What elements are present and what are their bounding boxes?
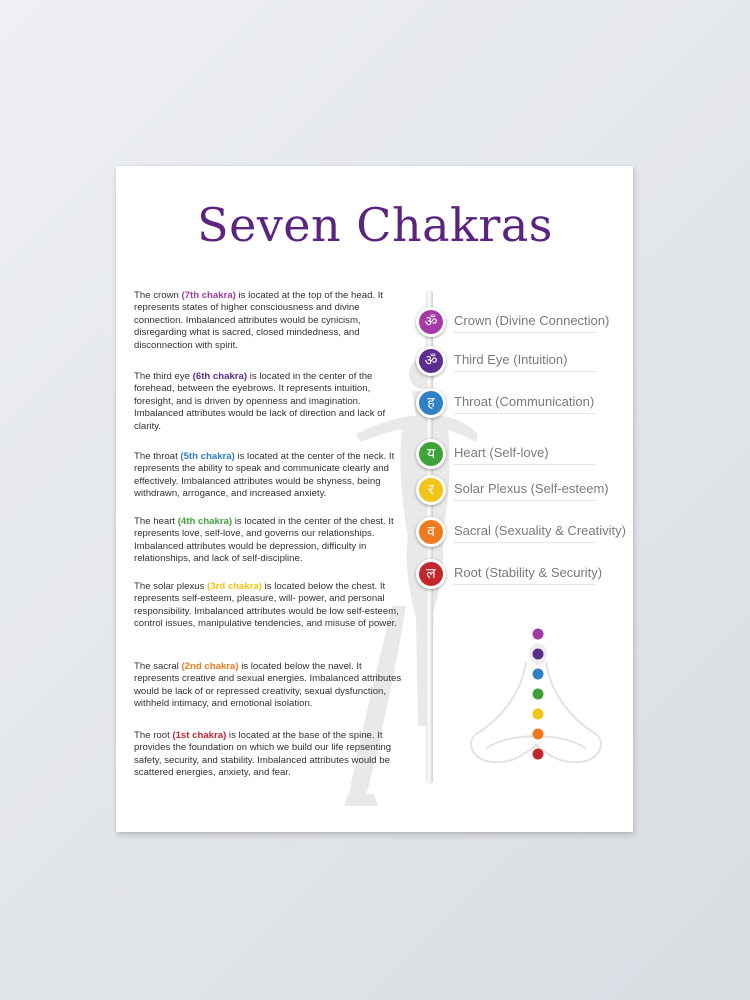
- description-solar-plexus: [134, 581, 409, 631]
- divider: [454, 584, 596, 585]
- chakra-row-sacral: [416, 517, 626, 547]
- divider: [454, 371, 596, 372]
- description-text: is located at the center of the neck. It represents the ability to speak and communicate clearly and effectively. Imbalanced attributes would be shyness, being withdrawn, arrogance, and increased anxiety.: [134, 451, 395, 500]
- chakra-number-label: (1st chakra): [172, 730, 227, 741]
- description-text: is located in the center of the chest. It represents love, self-love, and governs our relationships. Imbalanced attributes would be depression, difficulty in relationships, and lack of self-discipline.: [134, 516, 394, 565]
- chakra-label: Third Eye (Intuition): [454, 352, 568, 367]
- chakra-dot-throat: [533, 669, 544, 680]
- description-text: is located at the top of the head. It represents states of higher consciousness and divine connection. Imbalanced attributes would be cynicism, disregarding what is sacred, closed mindedness, and disconnection with spirit.: [134, 290, 384, 351]
- description-text: The third eye: [134, 371, 193, 382]
- chakra-symbol-icon: ॐ: [419, 310, 443, 334]
- chakra-badge: [416, 559, 446, 589]
- divider: [454, 332, 596, 333]
- chakra-dot-heart: [533, 689, 544, 700]
- description-crown: [134, 290, 409, 352]
- chakra-badge: [416, 307, 446, 337]
- chakra-number-label: (5th chakra): [180, 451, 235, 462]
- chakra-symbol-icon: ल: [419, 562, 443, 586]
- chakra-row-heart: [416, 439, 626, 469]
- chakra-label: Throat (Communication): [454, 394, 595, 409]
- chakra-symbol-icon: य: [419, 442, 443, 466]
- description-text: The solar plexus: [134, 581, 208, 592]
- chakra-row-throat: [416, 388, 626, 418]
- chakra-number-label: (3rd chakra): [207, 581, 262, 592]
- chakra-badge: [416, 346, 446, 376]
- chakra-row-root: [416, 559, 626, 589]
- description-third-eye: [134, 371, 409, 433]
- chakra-badge: [416, 517, 446, 547]
- chakra-symbol-icon: ॐ: [419, 349, 443, 373]
- chakra-number-label: (4th chakra): [177, 516, 233, 527]
- description-text: is located in the center of the forehead, between the eyebrows. It represents intuition, foresight, and is driven by openness and imagination. Imbalanced attributes would be lack of direction and lack of clarity.: [134, 371, 386, 432]
- description-text: The heart: [134, 516, 178, 527]
- divider: [454, 413, 596, 414]
- chakra-label: Heart (Self-love): [454, 445, 549, 460]
- divider: [454, 464, 596, 465]
- chakra-label: Crown (Divine Connection): [454, 313, 610, 328]
- chakra-dot-sacral: [533, 729, 544, 740]
- chakra-dot-crown: [533, 629, 544, 640]
- chakra-badge: [416, 475, 446, 505]
- description-text: The crown: [134, 290, 182, 301]
- description-heart: [134, 516, 409, 566]
- chakra-symbol-icon: र: [419, 478, 443, 502]
- chakra-symbol-icon: ह: [419, 391, 443, 415]
- chakra-row-crown: [416, 307, 626, 337]
- page-title: Seven Chakras: [197, 198, 553, 252]
- chakra-badge: [416, 439, 446, 469]
- chakra-dot-solar-plexus: [533, 709, 544, 720]
- chakra-label: Sacral (Sexuality & Creativity): [454, 523, 626, 538]
- description-text: The sacral: [134, 661, 182, 672]
- chakra-dot-root: [533, 749, 544, 760]
- description-text: is located below the navel. It represents creative and sexual energies. Imbalanced attributes would be lack of or repressed creativity, sexual dysfunction, withheld intimacy, and emotional isolation.: [134, 661, 402, 710]
- description-throat: [134, 451, 409, 501]
- chakra-row-solar-plexus: [416, 475, 626, 505]
- chakra-number-label: (2nd chakra): [181, 661, 239, 672]
- chakra-number-label: (6th chakra): [192, 371, 248, 382]
- chakra-dot-third-eye: [533, 649, 544, 660]
- divider: [454, 500, 596, 501]
- chakra-label: Root (Stability & Security): [454, 565, 603, 580]
- description-text: The throat: [134, 451, 181, 462]
- chakra-badge: [416, 388, 446, 418]
- description-sacral: [134, 661, 409, 711]
- chakra-symbol-icon: व: [419, 520, 443, 544]
- description-text: is located at the base of the spine. It provides the foundation on which we build our life repsenting safety, security, and stability. Imbalanced attributes would be scattered energies, anxiety, and fear.: [134, 730, 392, 779]
- description-root: [134, 730, 409, 780]
- description-text: The root: [134, 730, 173, 741]
- chakra-label: Solar Plexus (Self-esteem): [454, 481, 609, 496]
- meditation-figure: [466, 624, 616, 784]
- divider: [454, 542, 596, 543]
- chakra-row-third-eye: [416, 346, 626, 376]
- description-text: is located below the chest. It represents self-esteem, pleasure, will- power, and personal responsibility. Imbalanced attributes would be low self-esteem, control issues, manipulative tendencies, and misuse of power.: [134, 581, 399, 630]
- chakra-number-label: (7th chakra): [181, 290, 236, 301]
